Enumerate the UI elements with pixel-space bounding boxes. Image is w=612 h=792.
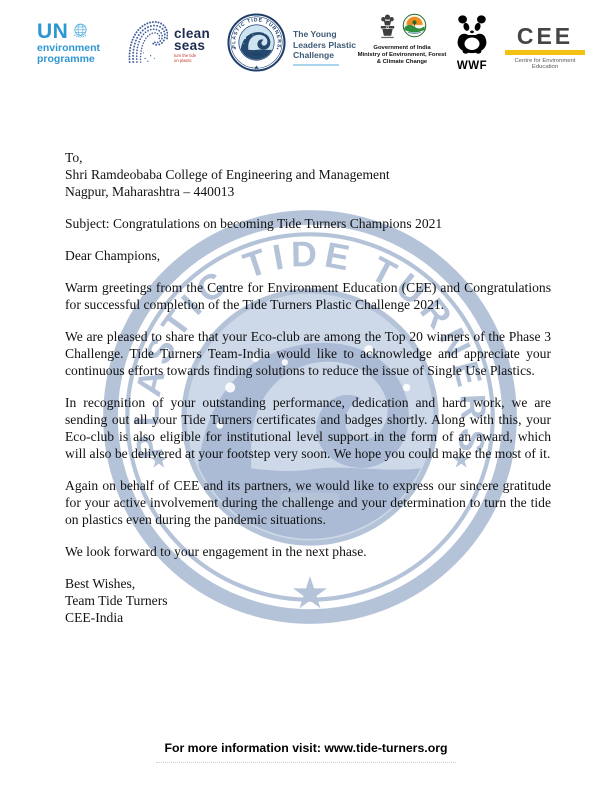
signoff-team: Team Tide Turners — [65, 593, 168, 608]
young-leaders-line3: Challenge — [293, 50, 335, 60]
moefcc-emblem-icon — [402, 13, 427, 38]
clean-seas-tagline1: turn the tide — [174, 53, 197, 58]
clean-seas-word1: clean — [174, 26, 211, 41]
young-leaders-line2: Leaders Plastic — [293, 39, 357, 50]
clean-seas-word2: seas — [174, 38, 206, 53]
govt-line1: Government of India — [373, 45, 431, 51]
paragraph-4: Again on behalf of CEE and its partners, we would like to express our sincere gratitude for your active involvement during the challenge and your determination to turn the tide on plastics even during the pandemic situations. — [65, 478, 551, 527]
cee-acronym: CEE — [516, 23, 574, 49]
ashoka-emblem-icon — [378, 13, 397, 42]
young-leaders-line1: The Young — [293, 29, 337, 39]
letterhead — [0, 0, 612, 90]
govt-india-logo — [356, 13, 448, 65]
footer-info: For more information visit: www.tide-turners.org — [164, 741, 448, 755]
tide-turners-badge-icon — [227, 13, 286, 72]
clean-seas-tagline2: on plastic — [174, 57, 192, 63]
signoff — [65, 575, 551, 626]
young-leaders-underline — [293, 64, 339, 67]
un-emblem-icon — [72, 22, 89, 39]
clean-seas-wave-icon — [126, 17, 168, 67]
unep-line1: environment — [37, 42, 101, 54]
signoff-org: CEE-India — [65, 610, 124, 625]
salutation: Dear Champions, — [65, 248, 161, 263]
clean-seas-logo — [126, 17, 210, 67]
paragraph-3: In recognition of your outstanding performance, dedication and hard work, we are sending out all your Tide Turners certificates and badges shortly. Along with this, your Eco-club is also eligible for institutional level support in the form of an award, which will also be delivered at your footstep very soon. We hope you could make the most of it. — [65, 395, 551, 461]
signoff-wishes: Best Wishes, — [65, 576, 136, 591]
recipient-name: Shri Ramdeobaba College of Engineering and Management — [65, 167, 390, 182]
closing-line: We look forward to your engagement in the next phase. — [65, 544, 367, 559]
subject-line: Subject: Congratulations on becoming Tide Turners Champions 2021 — [65, 216, 443, 231]
letter-body — [65, 149, 551, 626]
cee-logo — [503, 25, 587, 71]
to-label: To, — [65, 150, 83, 165]
govt-line3: & Climate Change — [376, 58, 428, 65]
wwf-logo — [451, 15, 493, 72]
govt-line2: Ministry of Environment, Forest — [357, 51, 447, 58]
wwf-panda-icon — [454, 15, 490, 55]
wwf-label: WWF — [456, 60, 488, 72]
cee-subtitle: Centre for Environment Education — [514, 57, 576, 70]
footer-divider — [156, 762, 456, 763]
cee-yellow-bar — [505, 50, 585, 55]
young-leaders-logo — [293, 29, 356, 66]
recipient-address: Nagpur, Maharashtra – 440013 — [65, 184, 235, 199]
unep-acronym: UN — [37, 20, 69, 43]
unep-logo — [37, 22, 100, 65]
paragraph-1: Warm greetings from the Centre for Environment Education (CEE) and Congratulations for successful completion of the Tide Turners Plastic Challenge 2021. — [65, 280, 551, 312]
paragraph-2: We are pleased to share that your Eco-club are among the Top 20 winners of the Phase 3 Challenge. Tide Turners Team-India would like to acknowledge and appreciate your continuous efforts towards finding solutions to reduce the issue of Single Use Plastics. — [65, 329, 551, 378]
unep-line2: programme — [37, 53, 95, 65]
